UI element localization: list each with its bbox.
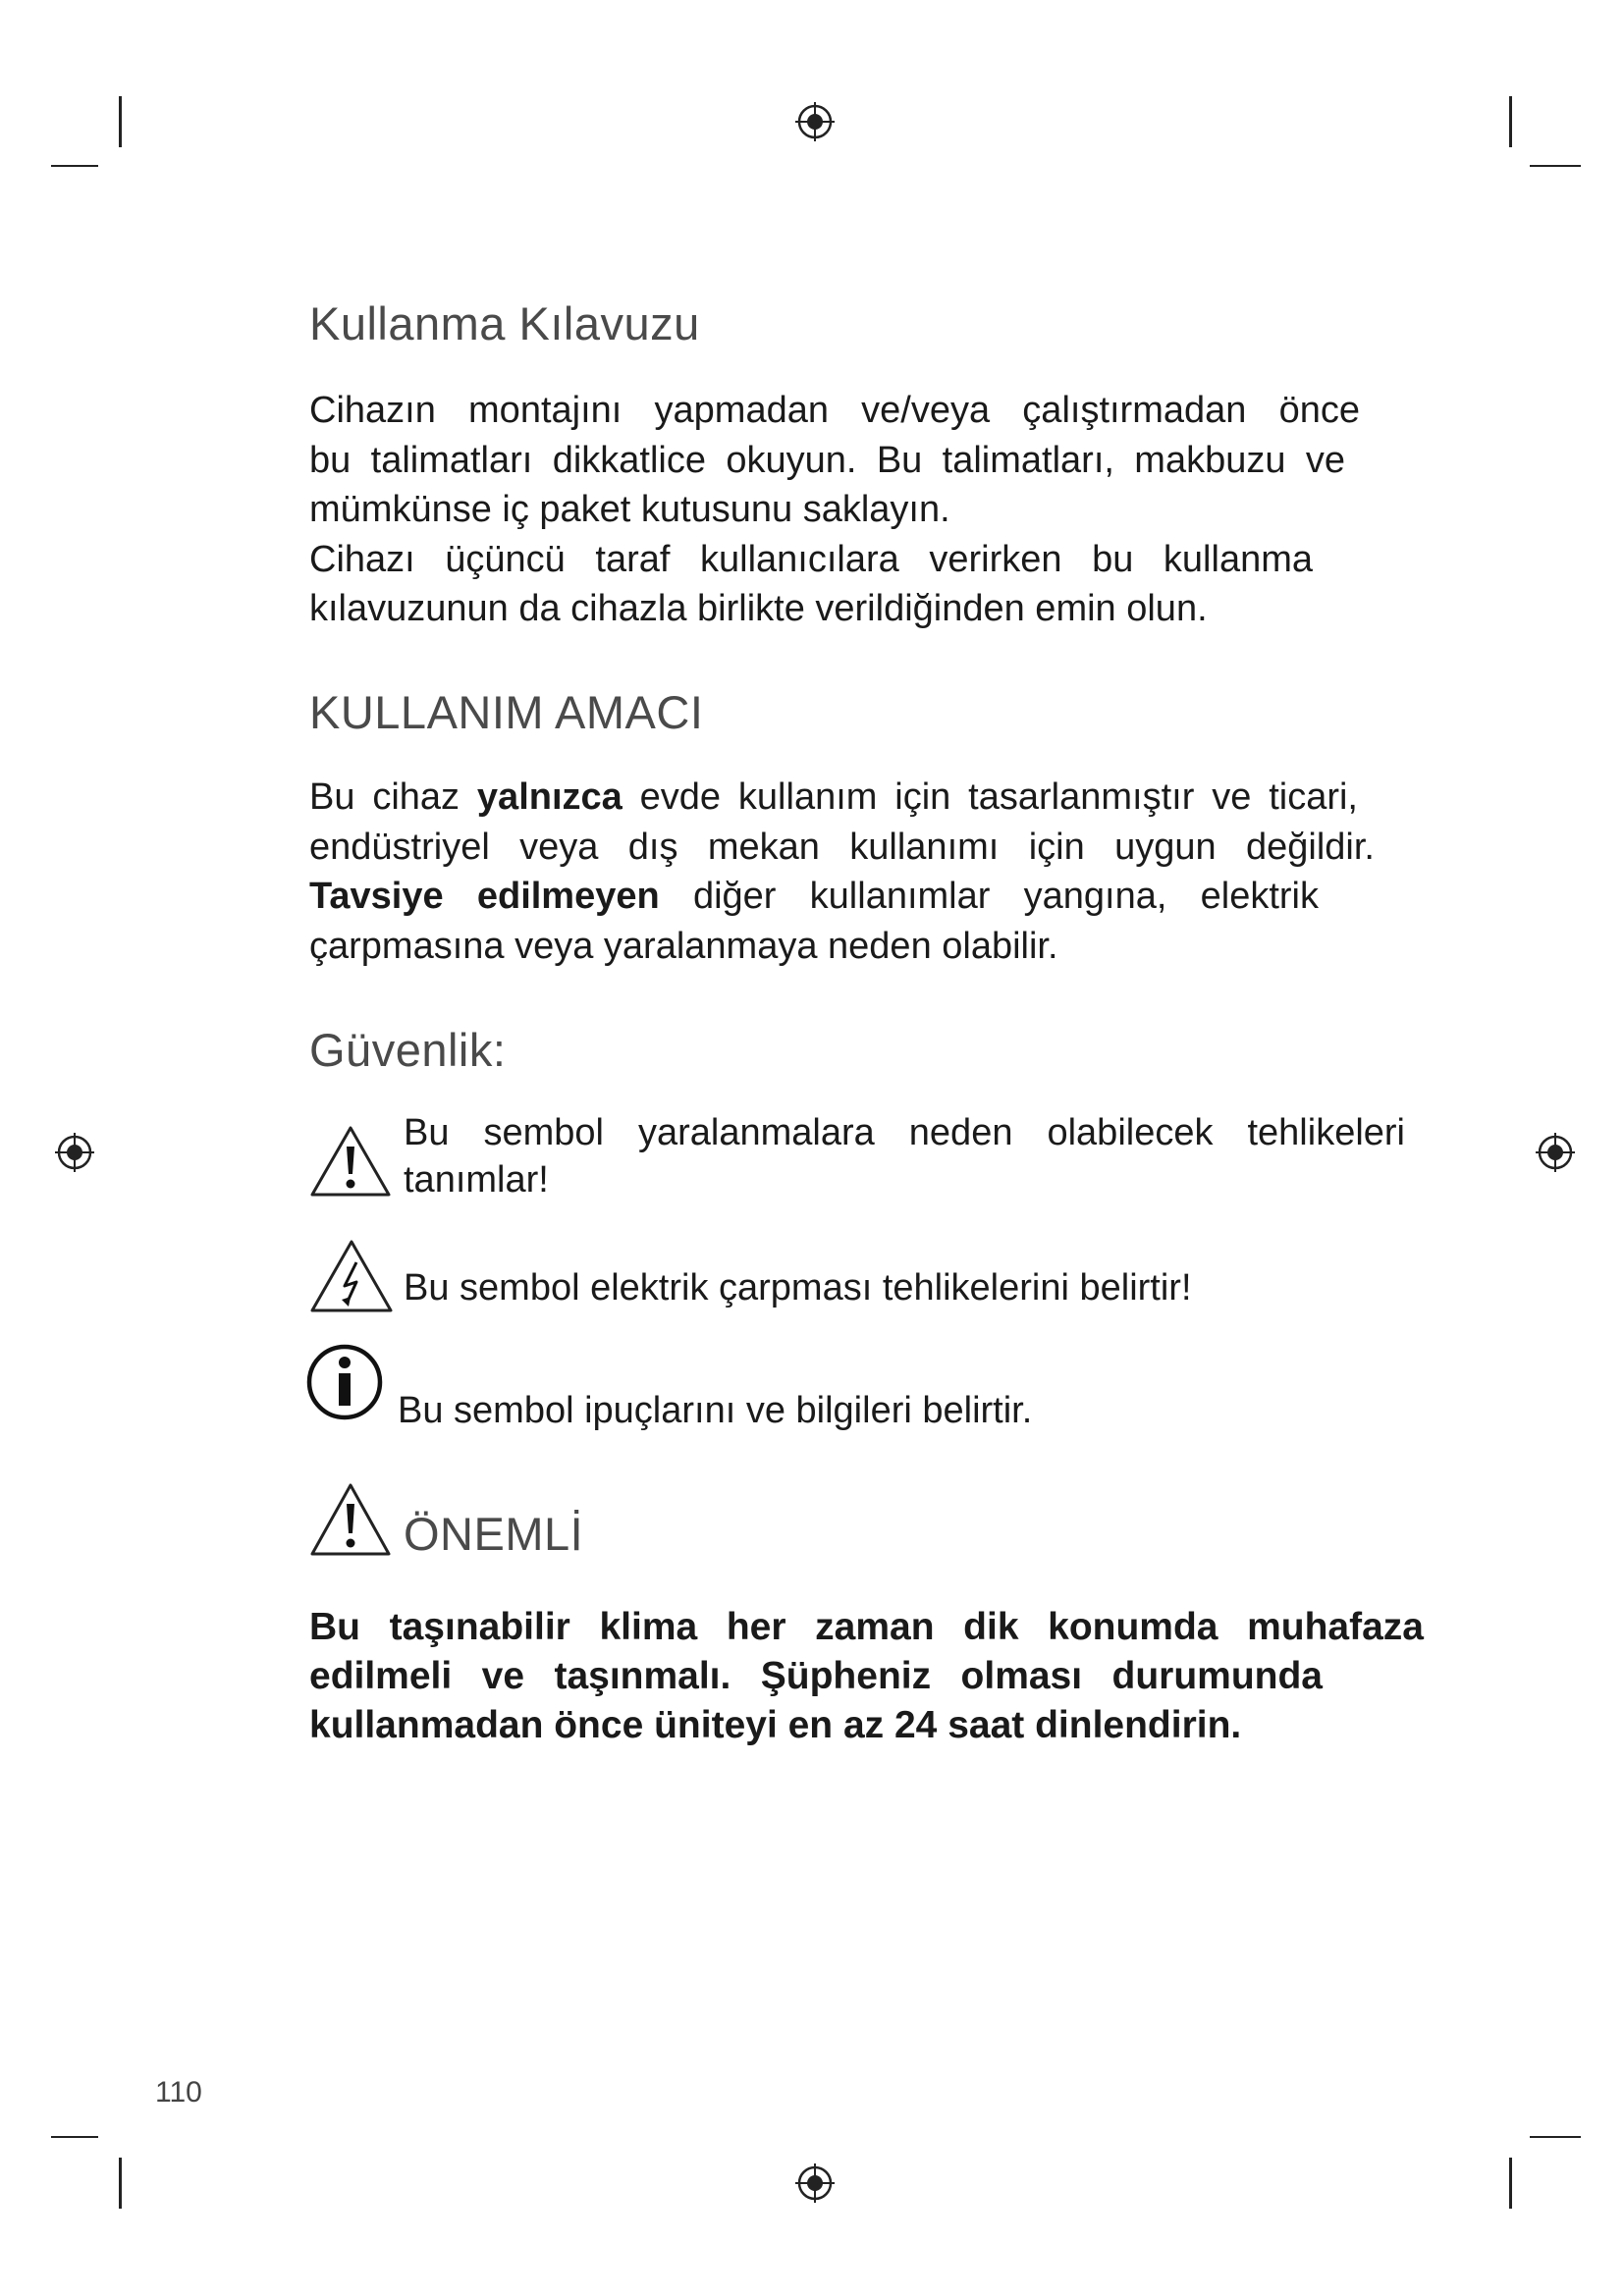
important-line: edilmeli ve taşınmalı. Şüpheniz olması durumunda [309, 1655, 1323, 1697]
info-text: Bu sembol ipuçlarını ve bilgileri belirtir. [398, 1390, 1033, 1431]
crop-mark [51, 2136, 98, 2138]
intro-line: Cihazın montajını yapmadan ve/veya çalıştırmadan önce [309, 390, 1360, 431]
important-line: Bu taşınabilir klima her zaman dik konumda muhafaza [309, 1606, 1424, 1648]
intro-line: mümkünse iç paket kutusunu saklayın. [309, 489, 950, 530]
crop-mark [119, 2158, 122, 2209]
intro-line: kılavuzunun da cihazla birlikte verildiğinden emin olun. [309, 588, 1208, 629]
important-heading-row [309, 1482, 1424, 1561]
purpose-line: çarpmasına veya yaralanmaya neden olabilir. [309, 925, 1058, 967]
registration-mark-icon [1534, 1131, 1577, 1174]
purpose-line: Tavsiye edilmeyen diğer kullanımlar yangına, elektrik [309, 876, 1319, 917]
purpose-line: endüstriyel veya dış mekan kullanımı için uygun değildir. [309, 826, 1375, 868]
registration-mark-icon [793, 2162, 837, 2205]
safety-heading: Güvenlik: [309, 1024, 507, 1076]
warning-triangle-icon [309, 1482, 392, 1557]
page-number: 110 [155, 2076, 202, 2109]
warning-text [404, 1109, 1405, 1203]
intro-line: bu talimatları dikkatlice okuyun. Bu talimatları, makbuzu ve [309, 439, 1345, 481]
crop-mark [1509, 2158, 1512, 2209]
important-heading: ÖNEMLİ [404, 1508, 584, 1560]
intro-line: Cihazı üçüncü taraf kullanıcılara verirken bu kullanma [309, 538, 1313, 580]
registration-mark-icon [53, 1131, 96, 1174]
crop-mark [1530, 2136, 1581, 2138]
info-symbol-row [309, 1343, 1424, 1431]
purpose-paragraph [309, 773, 1375, 971]
purpose-line: Bu cihaz yalnızca evde kullanım için tasarlanmıştır ve ticari, [309, 776, 1358, 818]
page-title: Kullanma Kılavuzu [309, 297, 700, 349]
info-icon [305, 1343, 384, 1421]
emphasis: yalnızca [476, 776, 623, 818]
crop-mark [51, 165, 98, 167]
electric-text: Bu sembol elektrik çarpması tehlikelerini belirtir! [404, 1267, 1192, 1308]
purpose-heading: KULLANIM AMACI [309, 686, 704, 738]
electric-hazard-icon [309, 1239, 394, 1313]
crop-mark [1509, 96, 1512, 147]
warning-symbol-row [309, 1107, 1424, 1205]
electric-symbol-row [309, 1235, 1424, 1313]
crop-mark [119, 96, 122, 147]
crop-mark [1530, 165, 1581, 167]
emphasis: Tavsiye edilmeyen [309, 876, 660, 917]
warning-text-line: Bu sembol yaralanmalara neden olabilecek tehlikeleri [404, 1112, 1405, 1153]
warning-text-line: tanımlar! [404, 1159, 549, 1201]
intro-paragraph [309, 386, 1360, 634]
registration-mark-icon [793, 100, 837, 143]
important-paragraph [309, 1603, 1424, 1750]
warning-triangle-icon [309, 1125, 392, 1198]
important-line: kullanmadan önce üniteyi en az 24 saat dinlendirin. [309, 1704, 1242, 1746]
